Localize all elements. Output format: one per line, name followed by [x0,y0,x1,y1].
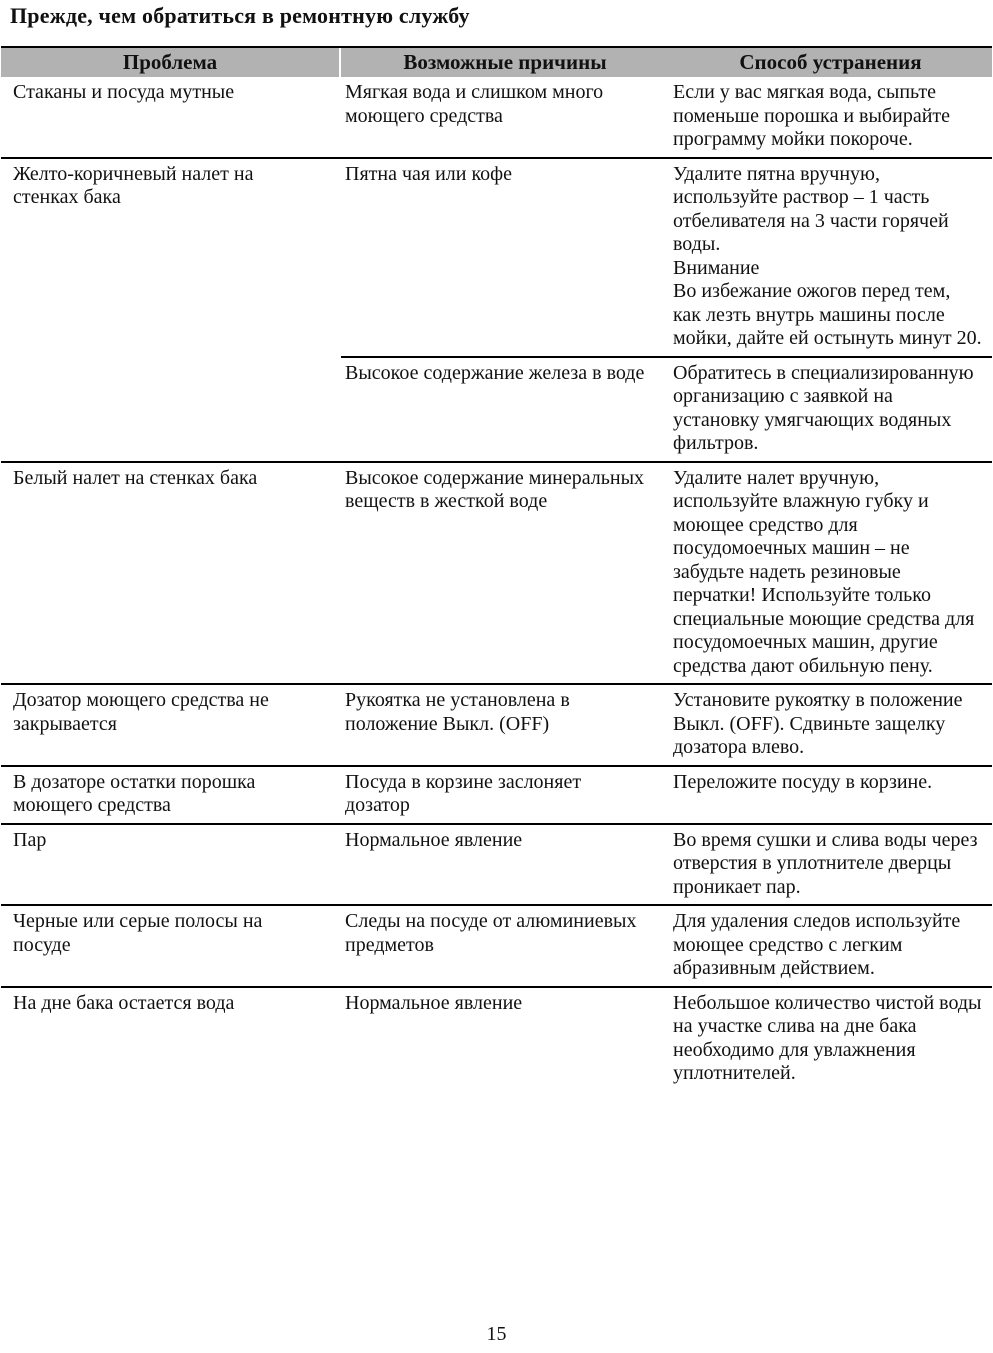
remedy-cell [669,988,992,1091]
header-problem: Проблема [1,48,341,77]
table-header-row [1,48,992,77]
remedy-paragraph: Обратитесь в специализированную организацию с заявкой на установку умягчающих водяных фильтров. [673,361,974,454]
remedy-paragraph: Удалите пятна вручную, используйте раствор – 1 часть отбеливателя на 3 части горячей воды. [673,162,949,255]
problem-cell: На дне бака остается вода [13,991,235,1014]
cause-remedy-subrow [341,767,992,823]
page-number: 15 [486,1323,507,1345]
cause-cell: Нормальное явление [345,828,523,851]
remedy-paragraph: Удалите налет вручную, используйте влажную губку и моющее средство для посудомоечных машин – не забудьте надеть резиновые перчатки! Используйте только специальные моющие средства для посудомоечных машин, другие средства дают обильную пену. [673,466,975,677]
table-row [1,765,992,823]
table-row [1,77,992,157]
remedy-paragraph: Внимание [673,256,760,279]
problem-cell: В дозаторе остатки порошка моющего средства [13,770,256,816]
remedy-cell [669,685,992,765]
remedy-cell [669,825,992,905]
problem-cell: Желто-коричневый налет на стенках бака [13,162,254,208]
cause-cell: Пятна чая или кофе [345,162,513,185]
cause-cell: Мягкая вода и слишком много моющего средства [345,81,604,127]
remedy-cell [669,463,992,684]
remedy-cell [669,77,992,157]
troubleshooting-table [1,46,992,1091]
header-causes: Возможные причины [403,50,607,74]
cause-remedy-subrow [341,77,992,157]
cause-cell: Посуда в корзине заслоняет дозатор [345,770,582,816]
cause-remedy-group [341,767,992,823]
page-title: Прежде, чем обратиться в ремонтную службу [10,3,470,28]
remedy-paragraph: Во избежание ожогов перед тем, как лезть внутрь машины после мойки, дайте ей остынуть минут 20. [673,280,982,349]
cause-remedy-group [341,988,992,1091]
cause-remedy-subrow [341,825,992,905]
manual-page [0,3,993,1353]
table-row [1,986,992,1091]
remedy-cell [669,767,992,823]
cause-cell: Рукоятка не установлена в положение Выкл. (OFF) [345,689,570,735]
cause-remedy-subrow [341,906,992,986]
cause-remedy-subrow [341,463,992,684]
cause-remedy-subrow [341,685,992,765]
remedy-paragraph: Если у вас мягкая вода, сыпьте поменьше порошка и выбирайте программу мойки покороче. [673,81,951,150]
cause-remedy-group [341,825,992,905]
problem-cell: Стаканы и посуда мутные [13,81,235,103]
cause-cell: Нормальное явление [345,991,523,1014]
cause-cell: Следы на посуде от алюминиевых предметов [345,910,637,956]
cause-remedy-subrow [341,356,992,461]
remedy-paragraph: Переложите посуду в корзине. [673,770,933,793]
problem-cell: Дозатор моющего средства не закрывается [13,689,269,735]
problem-cell: Пар [13,828,47,851]
remedy-cell [669,358,992,461]
remedy-paragraph: Во время сушки и слива воды через отверстия в уплотнителе дверцы проникает пар. [673,828,978,898]
header-remedy: Способ устранения [739,50,922,74]
cause-cell: Высокое содержание железа в воде [345,361,645,384]
table-row [1,683,992,765]
cause-remedy-group [341,685,992,765]
table-row [1,461,992,684]
cause-remedy-group [341,463,992,684]
cause-remedy-subrow [341,988,992,1091]
cause-remedy-group [341,159,992,461]
remedy-paragraph: Для удаления следов используйте моющее средство с легким абразивным действием. [673,910,961,979]
remedy-cell [669,159,992,356]
table-row [1,823,992,905]
cause-remedy-group [341,906,992,986]
problem-cell: Белый налет на стенках бака [13,466,258,489]
cause-remedy-subrow [341,159,992,356]
cause-cell: Высокое содержание минеральных веществ в жесткой воде [345,466,645,512]
cause-remedy-group [341,77,992,157]
problem-cell: Черные или серые полосы на посуде [13,910,263,956]
table-row [1,157,992,461]
remedy-cell [669,906,992,986]
table-body [1,77,992,1091]
table-row [1,904,992,986]
remedy-paragraph: Небольшое количество чистой воды на участке слива на дне бака необходимо для увлажнения уплотнителей. [673,991,982,1084]
remedy-paragraph: Установите рукоятку в положение Выкл. (OFF). Сдвиньте защелку дозатора влево. [673,689,963,758]
